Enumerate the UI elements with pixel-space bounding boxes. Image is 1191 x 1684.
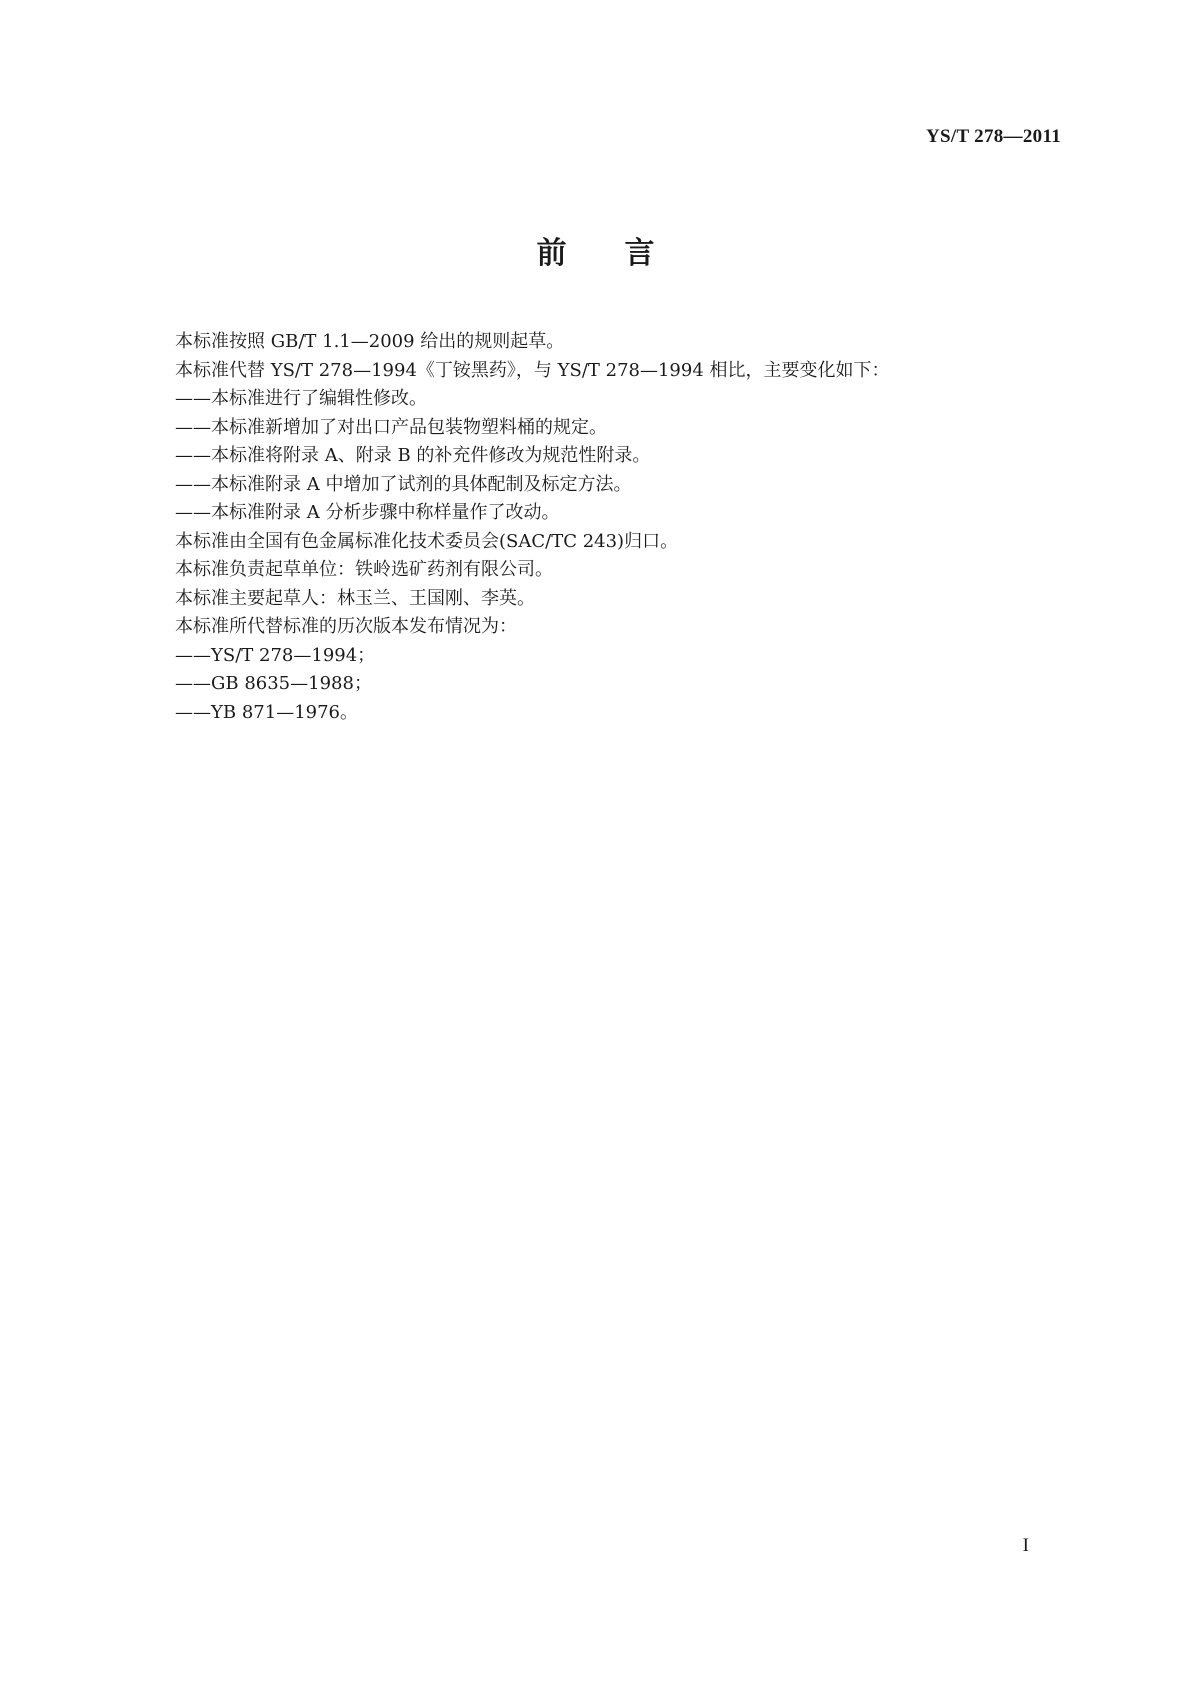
foreword-body: [175, 328, 1055, 727]
list-item-history: ——YB 871—1976。: [175, 701, 358, 723]
standard-code: YS/T 278—2011: [926, 126, 1061, 147]
list-item-change: ——本标准进行了编辑性修改。: [175, 388, 427, 409]
list-item-history: ——GB 8635—1988；: [175, 673, 372, 694]
list-item-change: ——本标准附录 A 分析步骤中称样量作了改动。: [175, 502, 560, 523]
list-item-history: ——YS/T 278—1994；: [175, 644, 376, 666]
list-item-change: ——本标准新增加了对出口产品包装物塑料桶的规定。: [175, 416, 607, 438]
paragraph-drafters: 本标准主要起草人：林玉兰、王国刚、李英。: [175, 587, 535, 609]
paragraph-drafting-rules: 本标准按照 GB/T 1.1—2009 给出的规则起草。: [175, 331, 565, 352]
page-title: 前言: [536, 236, 713, 271]
list-item-change: ——本标准将附录 A、附录 B 的补充件修改为规范性附录。: [175, 445, 651, 466]
paragraph-committee: 本标准由全国有色金属标准化技术委员会(SAC/TC 243)归口。: [175, 530, 679, 552]
list-item-change: ——本标准附录 A 中增加了试剂的具体配制及标定方法。: [175, 473, 632, 495]
page-number: I: [1022, 1535, 1029, 1556]
paragraph-replacement: 本标准代替 YS/T 278—1994《丁铵黑药》，与 YS/T 278—1994 相比，主要变化如下：: [175, 359, 890, 381]
paragraph-drafting-unit: 本标准负责起草单位：铁岭选矿药剂有限公司。: [175, 559, 553, 580]
paragraph-history: 本标准所代替标准的历次版本发布情况为：: [175, 616, 517, 637]
